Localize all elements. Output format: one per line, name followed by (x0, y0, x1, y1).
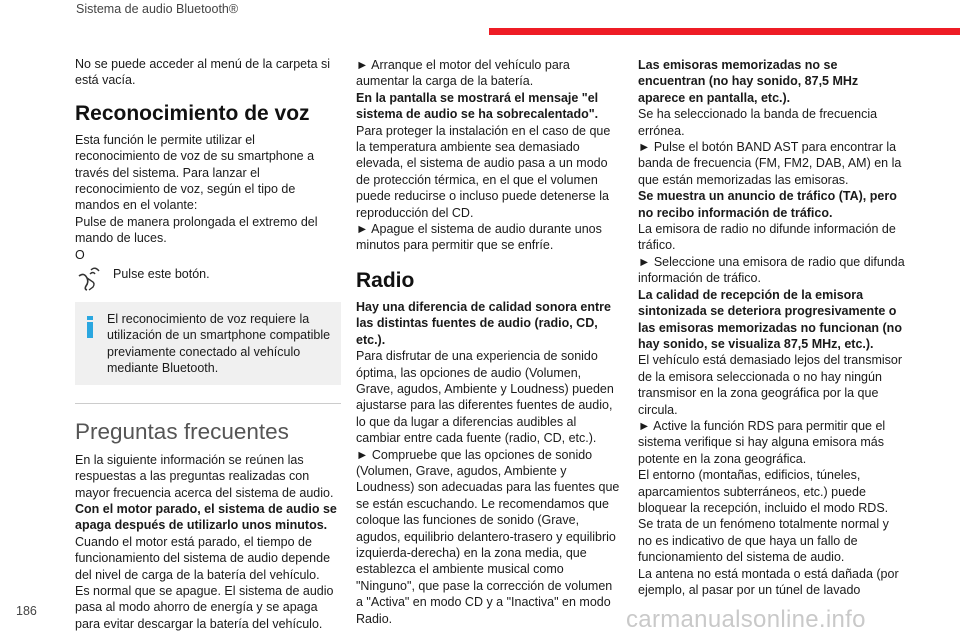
running-header: Sistema de audio Bluetooth® (76, 2, 239, 16)
faq-question: Las emisoras memorizadas no se encuentran (no hay sonido, 87,5 MHz aparece en pantalla, etc.). (638, 58, 859, 105)
faq-answer: Se trata de un fenómeno totalmente normal y no es indicativo de que haya un fallo de funcionamiento del sistema de audio. (638, 517, 889, 565)
paragraph: Pulse de manera prolongada el extremo del mando de luces. (75, 214, 318, 246)
faq-question: La calidad de recepción de la emisora sintonizada se deteriora progresivamente o las emisoras memorizadas no funcionan (no hay sonido, se visualiza 87,5 MHz, etc.). (638, 287, 902, 351)
instruction-step: ► Pulse el botón BAND AST para encontrar la banda de frecuencia (FM, FM2, DAB, AM) en la que están memorizadas las emisoras. (638, 140, 902, 187)
column-2 (356, 57, 622, 627)
paragraph: No se puede acceder al menú de la carpeta si está vacía. (75, 57, 331, 88)
faq-question: Hay una diferencia de calidad sonora entre las distintas fuentes de audio (radio, CD, etc.). (356, 299, 611, 347)
voice-button-instruction: Pulse este botón. (113, 267, 210, 282)
section-heading-radio: Radio (356, 268, 415, 292)
voice-button-row (75, 266, 341, 294)
instruction-step: ► Seleccione una emisora de radio que difunda información de tráfico. (638, 254, 905, 286)
paragraph: En la siguiente información se reúnen las respuestas a las preguntas realizadas con mayor frecuencia acerca del sistema de audio. (75, 452, 334, 500)
faq-question: Con el motor parado, el sistema de audio se apaga después de utilizarlo unos minutos. (75, 501, 337, 533)
faq-answer: El entorno (montañas, edificios, túneles, aparcamientos subterráneos, etc.) puede bloquear la recepción, incluido el modo RDS. (638, 468, 889, 515)
instruction-step: ► Active la función RDS para permitir que el sistema verifique si hay alguna emisora más potente en la zona geográfica. (638, 418, 886, 466)
column-3 (638, 57, 906, 598)
voice-command-icon (75, 266, 105, 292)
faq-question: Se muestra un anuncio de tráfico (TA), pero no recibo información de tráfico. (638, 189, 897, 220)
faq-answer: La emisora de radio no difunde información de tráfico. (638, 222, 896, 253)
faq-answer: El vehículo está demasiado lejos del transmisor de la emisora seleccionada o no hay ningún transmisor en la zona geográfica por la que circula. (638, 353, 903, 417)
faq-answer: Es normal que se apague. El sistema de audio pasa al modo ahorro de energía y se apaga para evitar descargar la batería del vehículo. (75, 583, 334, 631)
faq-answer: Se ha seleccionado la banda de frecuencia errónea. (638, 107, 878, 138)
section-heading-voice: Reconocimiento de voz (75, 101, 310, 125)
instruction-step: ► Apague el sistema de audio durante unos minutos para permitir que se enfríe. (356, 222, 602, 253)
paragraph: O (75, 247, 85, 262)
header-accent-bar (489, 28, 960, 35)
paragraph: Esta función le permite utilizar el reconocimiento de voz de su smartphone a través del sistema. Para lanzar el reconocimiento de voz, según el tipo de mandos en el volante: (75, 132, 315, 213)
info-icon (86, 316, 94, 338)
faq-answer: Cuando el motor está parado, el tiempo de funcionamiento del sistema de audio depende del nivel de carga de la batería del vehículo. (75, 534, 331, 582)
faq-answer: Para disfrutar de una experiencia de sonido óptima, las opciones de audio (Volumen, Grave, agudos, Ambiente y Loudness) pueden ajustarse para las diferentes fuentes de audio, lo que da lugar a diferencias audibles al cambiar entre cada fuente (radio, CD, etc.). (356, 349, 614, 446)
faq-answer: La antena no está montada o está dañada (por ejemplo, al pasar por un túnel de lavado (638, 566, 899, 597)
info-note (75, 302, 341, 385)
page-number: 186 (16, 604, 37, 618)
info-note-text: El reconocimiento de voz requiere la utilización de un smartphone compatible previamente conectado al vehículo mediante Bluetooth. (107, 312, 331, 376)
column-1 (75, 56, 341, 632)
watermark: carmanualsonline.info (626, 606, 866, 633)
section-divider (75, 403, 341, 404)
section-heading-faq: Preguntas frecuentes (75, 418, 289, 444)
faq-question: En la pantalla se mostrará el mensaje "el sistema de audio se ha sobrecalentado". (356, 90, 599, 122)
faq-answer: Para proteger la instalación en el caso de que la temperatura ambiente sea demasiado elevada, el sistema de audio pasa a un modo de protección térmica, en el que el volumen puede reducirse o incluso puede detenerse la reproducción del CD. (356, 123, 611, 220)
instruction-step: ► Arranque el motor del vehículo para aumentar la carga de la batería. (356, 58, 570, 89)
instruction-step: ► Compruebe que las opciones de sonido (Volumen, Grave, agudos, Ambiente y Loudness) son adecuadas para las fuentes que se están escuchando. Le recomendamos que coloque las funciones de sonido (Grave, agudos, equilibrio delantero-trasero y equilibrio izquierda-derecha) en la zona media, que establezca el ambiente musical como "Ninguno", que pase la corrección de volumen a "Activa" en modo CD y a "Inactiva" en modo Radio. (356, 447, 620, 626)
